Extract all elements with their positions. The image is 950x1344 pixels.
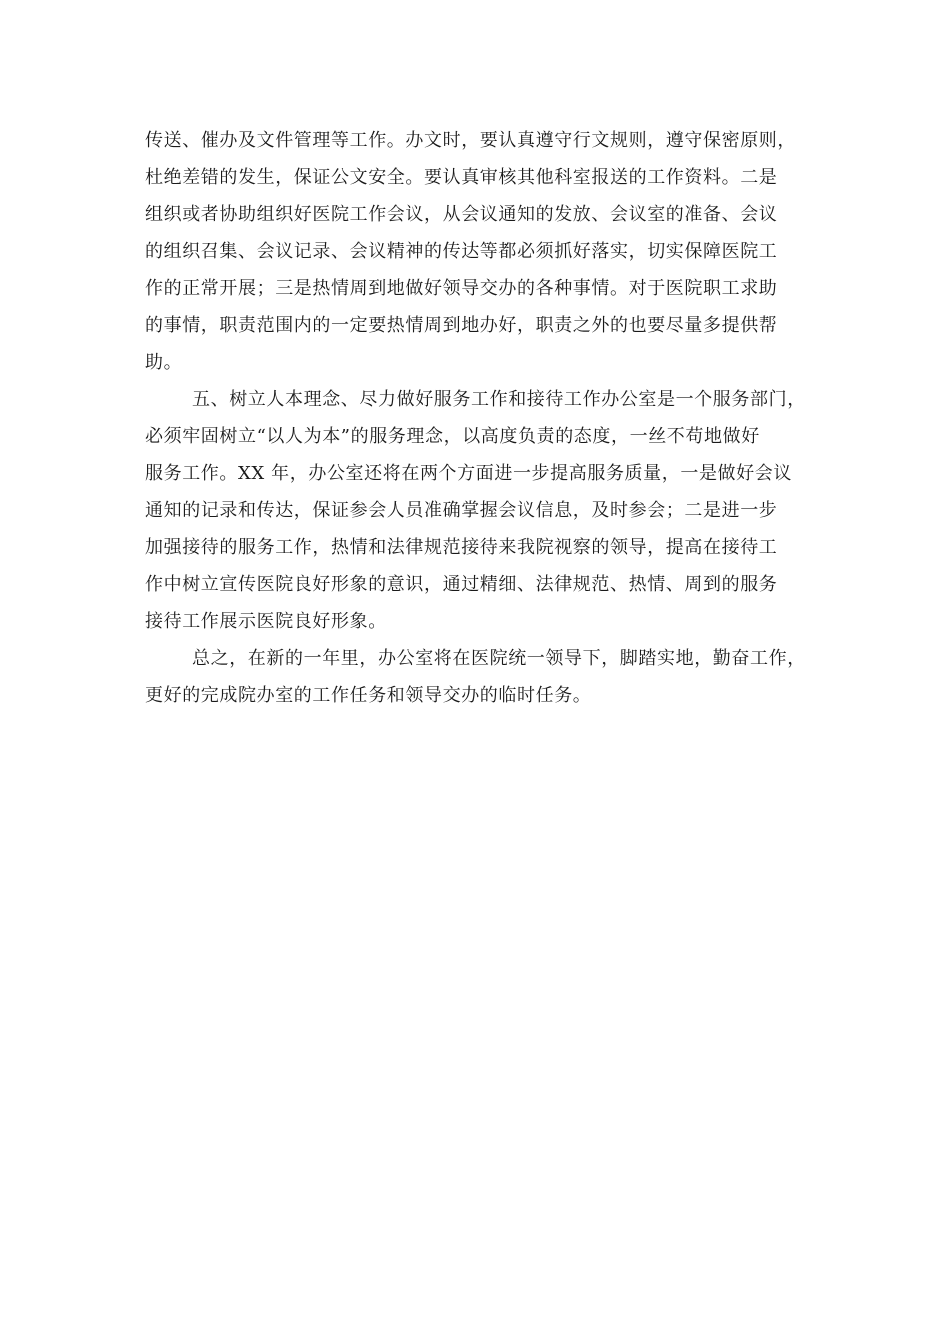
paragraph-2 [145,381,825,640]
paragraph-line: 通知的记录和传达，保证参会人员准确掌握会议信息，及时参会；二是进一步 [145,500,778,521]
paragraph-line: 的组织召集、会议记录、会议精神的传达等都必须抓好落实，切实保障医院工 [145,241,778,262]
paragraph-line: 服务工作。XX 年，办公室还将在两个方面进一步提高服务质量，一是做好会议 [145,463,792,484]
paragraph-1 [145,122,825,381]
paragraph-line: 总之，在新的一年里，办公室将在医院统一领导下，脚踏实地，勤奋工作， [192,648,806,669]
document-body [145,122,825,714]
paragraph-line: 更好的完成院办室的工作任务和领导交办的临时任务。 [145,685,592,706]
paragraph-line: 传送、催办及文件管理等工作。办文时，要认真遵守行文规则，遵守保密原则， [145,130,796,151]
paragraph-line: 的事情，职责范围内的一定要热情周到地办好，职责之外的也要尽量多提供帮 [145,315,778,336]
paragraph-3 [145,640,825,714]
paragraph-line: 加强接待的服务工作，热情和法律规范接待来我院视察的领导，提高在接待工 [145,537,778,558]
paragraph-line: 作中树立宣传医院良好形象的意识，通过精细、法律规范、热情、周到的服务 [145,574,778,595]
paragraph-line: 杜绝差错的发生，保证公文安全。要认真审核其他科室报送的工作资料。二是 [145,167,778,188]
paragraph-line: 五、树立人本理念、尽力做好服务工作和接待工作办公室是一个服务部门， [192,389,806,410]
paragraph-line: 组织或者协助组织好医院工作会议，从会议通知的发放、会议室的准备、会议 [145,204,778,225]
paragraph-line: 必须牢固树立“以人为本”的服务理念，以高度负责的态度，一丝不苟地做好 [145,426,760,447]
paragraph-line: 接待工作展示医院良好形象。 [145,611,387,632]
paragraph-line: 作的正常开展；三是热情周到地做好领导交办的各种事情。对于医院职工求助 [145,278,778,299]
paragraph-line: 助。 [145,352,183,373]
